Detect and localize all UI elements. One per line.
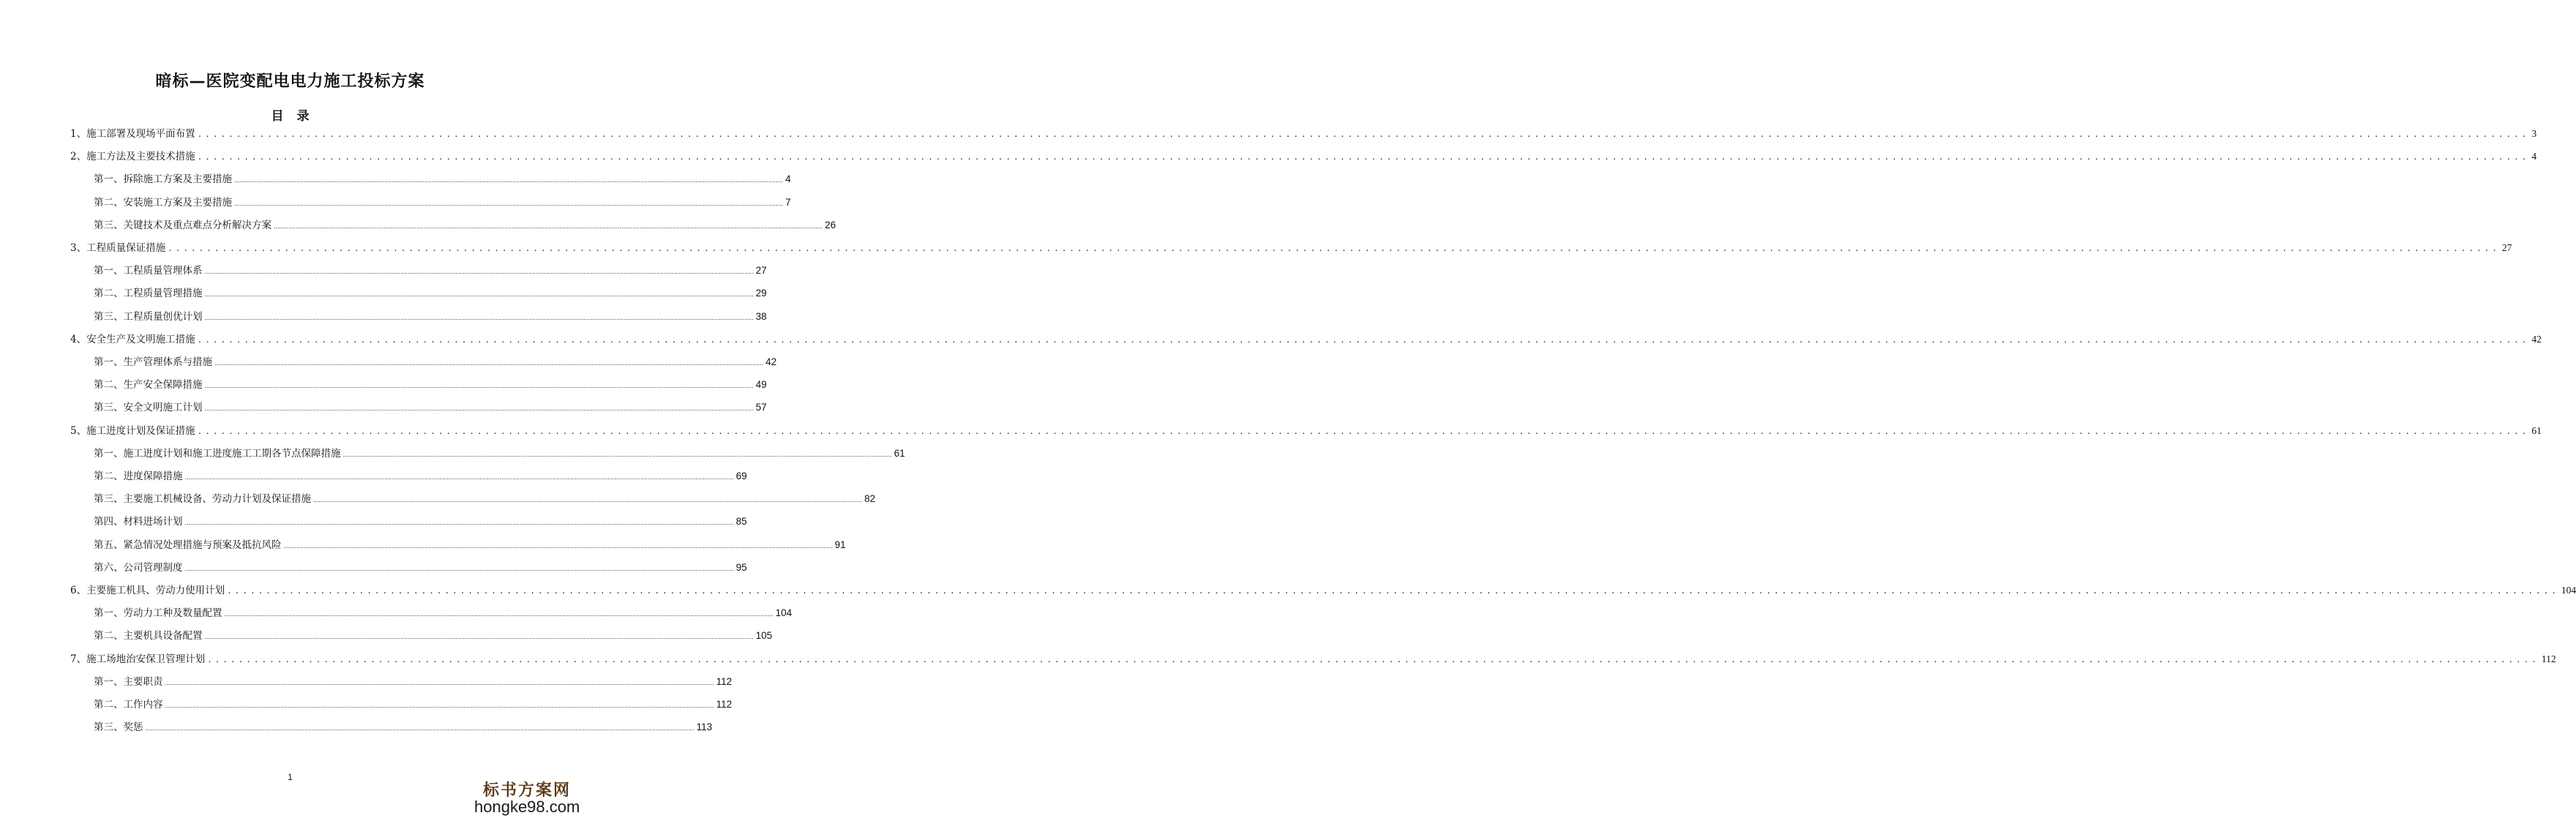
toc-dot-leader: ............................................................................................................................................................................................................................................................................................................ — [197, 130, 2530, 139]
toc-dot-leader: ............................................................................................................................................................................................................................................................................................................ — [227, 586, 2559, 596]
toc-dot-leader: ............................................................................................................................................................................................................................................................................................................ — [234, 176, 784, 184]
toc-entry-page: 95 — [735, 561, 747, 573]
toc-heading-char-1: 目 — [271, 109, 284, 124]
toc-entry-page: 4 — [2531, 151, 2537, 162]
toc-entry-title: 第一、拆除施工方案及主要措施 — [94, 173, 232, 186]
toc-section-entry[interactable] — [94, 218, 836, 233]
toc-dot-leader: ............................................................................................................................................................................................................................................................................................................ — [204, 290, 754, 299]
toc-section-entry[interactable] — [94, 697, 733, 712]
toc-entry-page: 82 — [864, 493, 876, 505]
toc-entry-page: 38 — [755, 310, 767, 322]
toc-entry-page: 69 — [735, 471, 747, 481]
toc-chapter-entry[interactable] — [70, 424, 2542, 438]
toc-entry-title: 第三、奖惩 — [94, 721, 143, 734]
toc-section-entry[interactable] — [94, 606, 793, 621]
toc-entry-page: 91 — [834, 539, 846, 550]
toc-dot-leader: ............................................................................................................................................................................................................................................................................................................ — [204, 405, 754, 413]
toc-chapter-entry[interactable] — [70, 241, 2512, 255]
toc-entry-page: 105 — [755, 630, 773, 642]
toc-entry-title: 第一、工程质量管理体系 — [94, 265, 203, 277]
toc-entry-page: 104 — [775, 607, 793, 619]
toc-dot-leader: ............................................................................................................................................................................................................................................................................................................ — [197, 426, 2530, 436]
toc-section-entry[interactable] — [94, 629, 773, 643]
toc-section-entry[interactable] — [94, 492, 876, 506]
toc-section-entry[interactable] — [94, 172, 791, 187]
toc-entry-title: 第六、公司管理制度 — [94, 561, 183, 574]
toc-chapter-entry[interactable] — [70, 652, 2556, 667]
toc-dot-leader: ............................................................................................................................................................................................................................................................................................................ — [283, 541, 833, 550]
toc-dot-leader: ............................................................................................................................................................................................................................................................................................................ — [184, 564, 734, 572]
toc-entry-title: 第三、主要施工机械设备、劳动力计划及保证措施 — [94, 493, 311, 506]
toc-section-entry[interactable] — [94, 538, 846, 552]
toc-section-entry[interactable] — [94, 263, 767, 278]
toc-dot-leader: ............................................................................................................................................................................................................................................................................................................ — [145, 724, 694, 732]
toc-dot-leader: ............................................................................................................................................................................................................................................................................................................ — [168, 244, 2500, 253]
toc-entry-page: 3 — [2531, 128, 2537, 139]
toc-dot-leader: ............................................................................................................................................................................................................................................................................................................ — [274, 222, 823, 230]
document-title: 暗标—医院变配电电力施工投标方案 — [155, 72, 425, 91]
toc-chapter-entry[interactable] — [70, 149, 2537, 164]
toc-section-entry[interactable] — [94, 195, 791, 210]
toc-entry-page: 112 — [716, 699, 733, 710]
toc-dot-leader: ............................................................................................................................................................................................................................................................................................................ — [197, 152, 2530, 162]
toc-entry-page: 42 — [2531, 333, 2542, 345]
toc-dot-leader: ............................................................................................................................................................................................................................................................................................................ — [184, 519, 734, 527]
toc-dot-leader: ............................................................................................................................................................................................................................................................................................................ — [184, 473, 734, 481]
toc-entry-title: 第二、工作内容 — [94, 699, 163, 711]
toc-entry-title: 2、施工方法及主要技术措施 — [70, 151, 195, 163]
toc-section-entry[interactable] — [94, 720, 713, 735]
toc-dot-leader: ............................................................................................................................................................................................................................................................................................................ — [197, 334, 2530, 345]
toc-entry-page: 4 — [785, 173, 791, 185]
toc-dot-leader: ............................................................................................................................................................................................................................................................................................................ — [204, 633, 754, 641]
toc-entry-title: 第二、进度保障措施 — [94, 471, 183, 482]
toc-dot-leader: ............................................................................................................................................................................................................................................................................................................ — [207, 654, 2539, 664]
toc-dot-leader: ............................................................................................................................................................................................................................................................................................................ — [204, 268, 754, 276]
toc-section-entry[interactable] — [94, 286, 767, 301]
toc-entry-page: 57 — [755, 402, 767, 413]
toc-entry-title: 第一、施工进度计划和施工进度施工工期各节点保障措施 — [94, 447, 341, 460]
watermark-site-name: 标书方案网 — [483, 781, 572, 800]
toc-entry-title: 第二、安装施工方案及主要措施 — [94, 196, 232, 209]
toc-entry-title: 第五、紧急情况处理措施与预案及抵抗风险 — [94, 539, 282, 551]
toc-entry-page: 42 — [765, 356, 777, 367]
toc-dot-leader: ............................................................................................................................................................................................................................................................................................................ — [204, 313, 754, 321]
toc-entry-title: 第四、材料进场计划 — [94, 516, 183, 528]
toc-entry-title: 3、工程质量保证措施 — [70, 242, 166, 254]
toc-entry-page: 113 — [696, 721, 713, 733]
toc-chapter-entry[interactable] — [70, 127, 2537, 141]
toc-dot-leader: ............................................................................................................................................................................................................................................................................................................ — [165, 702, 714, 709]
toc-entry-title: 第三、安全文明施工计划 — [94, 402, 203, 414]
watermark-site-url: hongke98.com — [474, 798, 580, 816]
toc-entry-title: 第二、工程质量管理措施 — [94, 288, 203, 300]
toc-entry-page: 61 — [2531, 424, 2542, 436]
toc-section-entry[interactable] — [94, 514, 747, 529]
toc-entry-page: 85 — [735, 516, 747, 528]
toc-entry-page: 29 — [755, 288, 767, 299]
toc-entry-page: 61 — [894, 447, 905, 459]
toc-entry-title: 第三、关键技术及重点难点分析解决方案 — [94, 219, 272, 231]
toc-dot-leader: ............................................................................................................................................................................................................................................................................................................ — [313, 496, 863, 504]
toc-dot-leader: ............................................................................................................................................................................................................................................................................................................ — [224, 610, 774, 618]
toc-dot-leader: ............................................................................................................................................................................................................................................................................................................ — [234, 199, 784, 207]
toc-entry-page: 112 — [716, 675, 733, 687]
toc-section-entry[interactable] — [94, 561, 747, 575]
toc-entry-title: 4、安全生产及文明施工措施 — [70, 333, 195, 345]
toc-entry-title: 第一、主要职责 — [94, 675, 163, 688]
toc-dot-leader: ............................................................................................................................................................................................................................................................................................................ — [204, 382, 754, 390]
toc-dot-leader: ............................................................................................................................................................................................................................................................................................................ — [342, 450, 892, 458]
toc-entry-title: 第三、工程质量创优计划 — [94, 310, 203, 323]
toc-section-entry[interactable] — [94, 469, 747, 484]
toc-entry-page: 27 — [2501, 242, 2512, 253]
toc-entry-page: 112 — [2541, 653, 2556, 664]
toc-entry-page: 27 — [755, 265, 767, 277]
toc-entry-title: 第二、生产安全保障措施 — [94, 379, 203, 391]
toc-entry-page: 104 — [2561, 585, 2576, 596]
toc-heading — [0, 105, 580, 124]
page-number: 1 — [288, 772, 293, 782]
toc-dot-leader: ............................................................................................................................................................................................................................................................................................................ — [214, 359, 764, 367]
toc-chapter-entry[interactable] — [70, 583, 2576, 598]
toc-entry-page: 26 — [825, 219, 836, 230]
toc-entry-title: 7、施工场地治安保卫管理计划 — [70, 653, 206, 665]
toc-section-entry[interactable] — [94, 355, 777, 370]
toc-entry-page: 7 — [785, 196, 791, 208]
toc-entry-page: 49 — [755, 379, 767, 391]
toc-section-entry[interactable] — [94, 675, 733, 689]
toc-dot-leader: ............................................................................................................................................................................................................................................................................................................ — [165, 678, 714, 686]
toc-entry-title: 1、施工部署及现场平面布置 — [70, 128, 195, 140]
toc-entry-title: 6、主要施工机具、劳动力使用计划 — [70, 585, 225, 596]
toc-section-entry[interactable] — [94, 400, 767, 415]
toc-entry-title: 第一、劳动力工种及数量配置 — [94, 607, 222, 620]
toc-section-entry[interactable] — [94, 310, 767, 324]
toc-chapter-entry[interactable] — [70, 332, 2542, 347]
toc-entry-title: 第一、生产管理体系与措施 — [94, 356, 212, 368]
toc-section-entry[interactable] — [94, 378, 767, 392]
toc-entry-title: 第二、主要机具设备配置 — [94, 630, 203, 642]
toc-heading-char-2: 录 — [296, 109, 310, 124]
toc-entry-title: 5、施工进度计划及保证措施 — [70, 424, 195, 437]
toc-section-entry[interactable] — [94, 446, 905, 461]
